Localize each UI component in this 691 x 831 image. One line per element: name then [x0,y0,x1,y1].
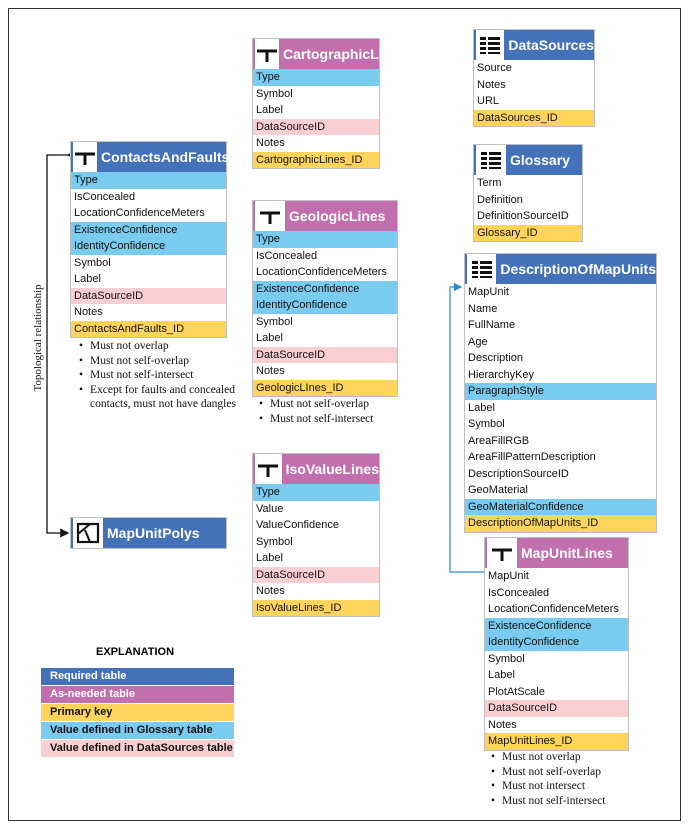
field-row: Label [488,669,515,681]
field-row: DataSources_ID [474,110,594,127]
rule-item: • Must not self-overlap [491,765,631,780]
field-row: LocationConfidenceMeters [488,603,619,615]
geologic-lines-rules [259,397,399,426]
field-row: Name [468,302,498,315]
line-tick-icon [73,142,97,172]
table-icon [476,30,504,60]
field-row: Notes [256,137,285,149]
line-tick-icon [255,39,279,69]
map-unit-lines-rules [491,750,631,808]
table-header [71,518,226,548]
glossary-table [473,144,583,242]
rule-item: • Must not overlap [79,339,254,354]
field-row: MapUnit [488,570,529,582]
field-row: LocationConfidenceMeters [256,266,387,278]
field-row: Symbol [256,87,293,100]
field-row: DataSourceID [71,288,226,305]
field-row: AreaFillPatternDescription [468,451,596,463]
field-row: Type [253,69,379,86]
description-of-map-units-table [464,253,657,533]
line-tick-icon [487,538,517,568]
field-row: DataSourceID [253,567,379,584]
field-row: Source [477,62,512,74]
rule-item: • Must not overlap [491,750,631,765]
map-unit-polys-table [70,517,227,549]
table-title: GeologicLines [289,208,386,224]
iso-value-lines-table [252,453,380,617]
table-header [465,254,656,284]
field-row: Type [253,231,397,248]
field-row: Glossary_ID [474,225,582,242]
field-row: Notes [477,78,506,91]
field-row: DataSourceID [485,700,628,717]
table-title: MapUnitPolys [107,525,200,541]
field-row: DescriptionSourceID [468,467,569,480]
field-row: ContactsAndFaults_ID [71,321,226,338]
table-header [71,142,230,172]
table-header [474,30,594,60]
rule-item: • Must not intersect [491,779,631,794]
data-sources-table [473,29,595,127]
field-row: Type [71,172,226,189]
field-row: DataSourceID [253,119,379,136]
field-row: Label [256,332,283,344]
field-row: PlotAtScale [488,685,545,698]
field-row: DataSourceID [253,347,397,364]
field-row: Notes [74,306,103,318]
table-header [253,201,397,231]
table-title: CartographicLines [283,46,407,62]
table-title: Glossary [510,152,570,168]
table-icon [476,145,506,175]
legend-item: Value defined in DataSources table [41,740,234,757]
field-row: Label [256,104,283,116]
table-header [253,454,379,484]
field-row: ExistenceConfidence [253,281,397,298]
field-row: IdentityConfidence [253,297,397,314]
rule-item: • Except for faults and concealed contacts, must not have dangles [79,383,254,412]
table-title: MapUnitLines [521,545,613,561]
field-row: Symbol [256,535,293,548]
table-title: DataSources [508,37,594,53]
field-row: IdentityConfidence [485,634,628,651]
field-row: MapUnit [468,286,509,298]
field-row: IdentityConfidence [71,238,226,255]
explanation-title: EXPLANATION [96,646,175,658]
field-row: ExistenceConfidence [485,618,628,635]
field-row: DescriptionOfMapUnits_ID [465,515,656,532]
line-tick-icon [255,454,282,484]
table-icon [467,254,496,284]
field-row: ValueConfidence [256,519,339,531]
table-header [474,145,582,175]
table-header [253,39,407,69]
topology-connector [47,155,68,533]
field-row: Symbol [256,315,293,328]
table-title: ContactsAndFaults [101,149,230,165]
field-row: FullName [468,319,516,331]
field-row: Symbol [74,256,111,269]
field-row: Definition [477,193,523,206]
field-row: URL [477,95,500,107]
field-row: Label [256,552,283,564]
table-title: DescriptionOfMapUnits [500,261,656,277]
contacts-and-faults-rules [79,339,254,412]
table-title: IsoValueLines [285,461,379,477]
legend-item: Required table [41,668,234,685]
field-row: Symbol [468,418,505,430]
field-row: IsConcealed [256,249,318,262]
field-row: LocationConfidenceMeters [74,207,205,219]
field-row: GeoMaterial [468,484,528,496]
rule-item: • Must not self-intersect [491,794,631,809]
legend-item: Value defined in Glossary table [41,722,234,739]
cartographic-lines-table [252,38,407,169]
legend-item: Primary key [41,704,234,721]
rule-item: • Must not self-intersect [259,412,399,427]
field-row: AreaFillRGB [468,434,530,447]
field-row: Term [477,177,502,189]
line-tick-icon [255,201,285,231]
field-row: GeologicLInes_ID [253,380,397,397]
field-row: IsConcealed [74,190,136,203]
field-row: HierarchyKey [468,368,535,381]
field-row: Type [253,484,379,501]
field-row: Label [74,273,101,285]
field-row: Value [256,502,284,515]
field-row: Notes [256,585,285,597]
field-row: Notes [256,365,285,377]
table-header [485,538,628,568]
field-row: CartographicLines_ID [253,152,379,169]
map-unit-lines-table [484,537,629,751]
rule-item: • Must not self-overlap [259,397,399,412]
rule-item: • Must not self-overlap [79,354,254,369]
field-row: Symbol [488,652,525,665]
geologic-lines-table [252,200,398,397]
field-row: Label [468,401,495,414]
field-row: ExistenceConfidence [71,222,226,239]
field-row: GeoMaterialConfidence [465,499,656,516]
contacts-and-faults-table [70,141,230,338]
field-row: Description [468,352,524,364]
topological-relationship-label: Topological relationship [32,284,44,392]
field-row: Age [468,335,488,348]
field-row: ParagraphStyle [465,383,656,400]
field-row: DefinitionSourceID [477,210,569,222]
field-row: IsConcealed [488,586,550,599]
field-row: MapUnitLines_ID [485,733,628,750]
field-row: Notes [488,718,517,731]
rule-item: • Must not self-intersect [79,368,254,383]
legend-item: As-needed table [41,686,234,703]
polygon-icon [73,518,103,548]
field-row: IsoValueLines_ID [253,600,379,617]
